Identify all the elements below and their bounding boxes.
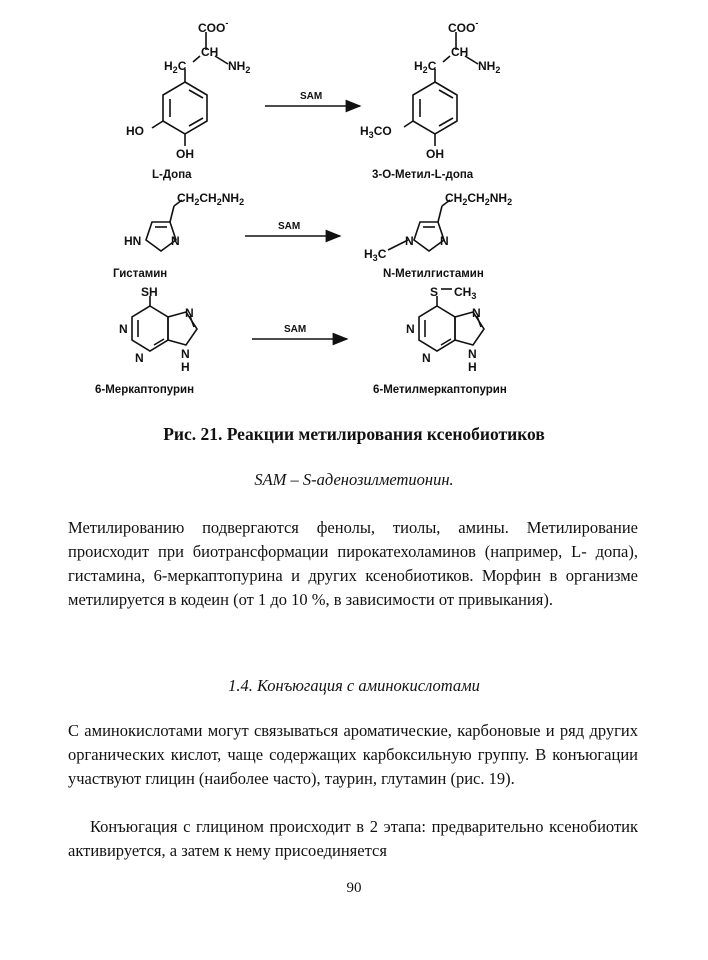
mercaptopurine-structure: [132, 296, 197, 351]
n-label: N: [171, 234, 180, 248]
body-paragraph-3: Конъюгация с глицином происходит в 2 этапа: предварительно ксенобиотик активируется, а затем к нему присоединяется: [68, 817, 638, 860]
h-label: H: [181, 360, 190, 374]
oh-label: OH: [426, 147, 444, 161]
l-dopa-name: L-Допа: [152, 169, 192, 181]
figure-legend: SAM – S-аденозилметионин.: [254, 470, 454, 489]
ch-label: CH: [201, 45, 219, 59]
methyl-dopa-name: 3-O-Метил-L-допа: [372, 169, 474, 181]
n7-label: N: [472, 306, 481, 320]
methylation-scheme: [0, 0, 708, 410]
ethylamine-chain-label: $CH_2CH_2NH_2$: [445, 191, 513, 207]
n1-label: N: [405, 234, 414, 248]
ethylamine-chain-label: $CH_2CH_2NH_2$: [177, 191, 245, 207]
n9-label: N: [468, 347, 477, 361]
histamine-name: Гистамин: [113, 268, 168, 280]
h2c-label: $H_2C$: [414, 59, 437, 75]
n7-label: N: [185, 306, 194, 320]
n2-label: N: [440, 234, 449, 248]
h3co-label: $H_3CO$: [360, 124, 392, 140]
nh2-label: $NH_2$: [478, 59, 501, 75]
h2c-label: $H_2C$: [164, 59, 187, 75]
body-paragraph-1: Метилированию подвергаются фенолы, тиолы, амины. Метилирование происходит при биотрансформации пирокатехоламинов (например, L- допа), гистамина, 6-меркаптопурина и других ксенобиотиков. Морфин в организме метилируется в кодеин (от 1 до 10 %, в зависимости от привыкания).: [68, 518, 638, 609]
hn-label: HN: [124, 234, 142, 248]
ch3-label: $CH_3$: [454, 285, 477, 301]
sh-label: SH: [141, 285, 158, 299]
sam-label-2: SAM: [278, 221, 301, 232]
page-number: 90: [346, 880, 362, 896]
methylmercaptopurine-name: 6-Метилмеркаптопурин: [373, 384, 507, 396]
ch-label: CH: [451, 45, 469, 59]
s-label: S: [430, 285, 439, 299]
n3-label: N: [135, 351, 144, 365]
nh2-label: $NH_2$: [228, 59, 251, 75]
coo-label: COO-: [448, 18, 479, 35]
n3-label: N: [422, 351, 431, 365]
sam-label-1: SAM: [300, 91, 323, 102]
n9-label: N: [181, 347, 190, 361]
ho-label: HO: [126, 124, 144, 138]
n1-label: N: [119, 322, 128, 336]
h3c-label: $H_3C$: [364, 247, 387, 263]
figure-caption: Рис. 21. Реакции метилирования ксенобиотиков: [163, 424, 545, 444]
methylhistamine-name: N-Метилгистамин: [383, 268, 484, 280]
sam-label-3: SAM: [284, 324, 307, 335]
n1-label: N: [406, 322, 415, 336]
body-paragraph-2: С аминокислотами могут связываться ароматические, карбоновые и ряд других органических кислот, чаще содержащих карбоксильную группу. В конъюгации участвуют глицин (наиболее часто), таурин, глутамин (рис. 19).: [68, 721, 638, 788]
h-label: H: [468, 360, 477, 374]
mercaptopurine-name: 6-Меркаптопурин: [95, 384, 195, 396]
coo-label: COO-: [198, 18, 229, 35]
section-heading: 1.4. Конъюгация с аминокислотами: [228, 676, 480, 695]
oh-label: OH: [176, 147, 194, 161]
